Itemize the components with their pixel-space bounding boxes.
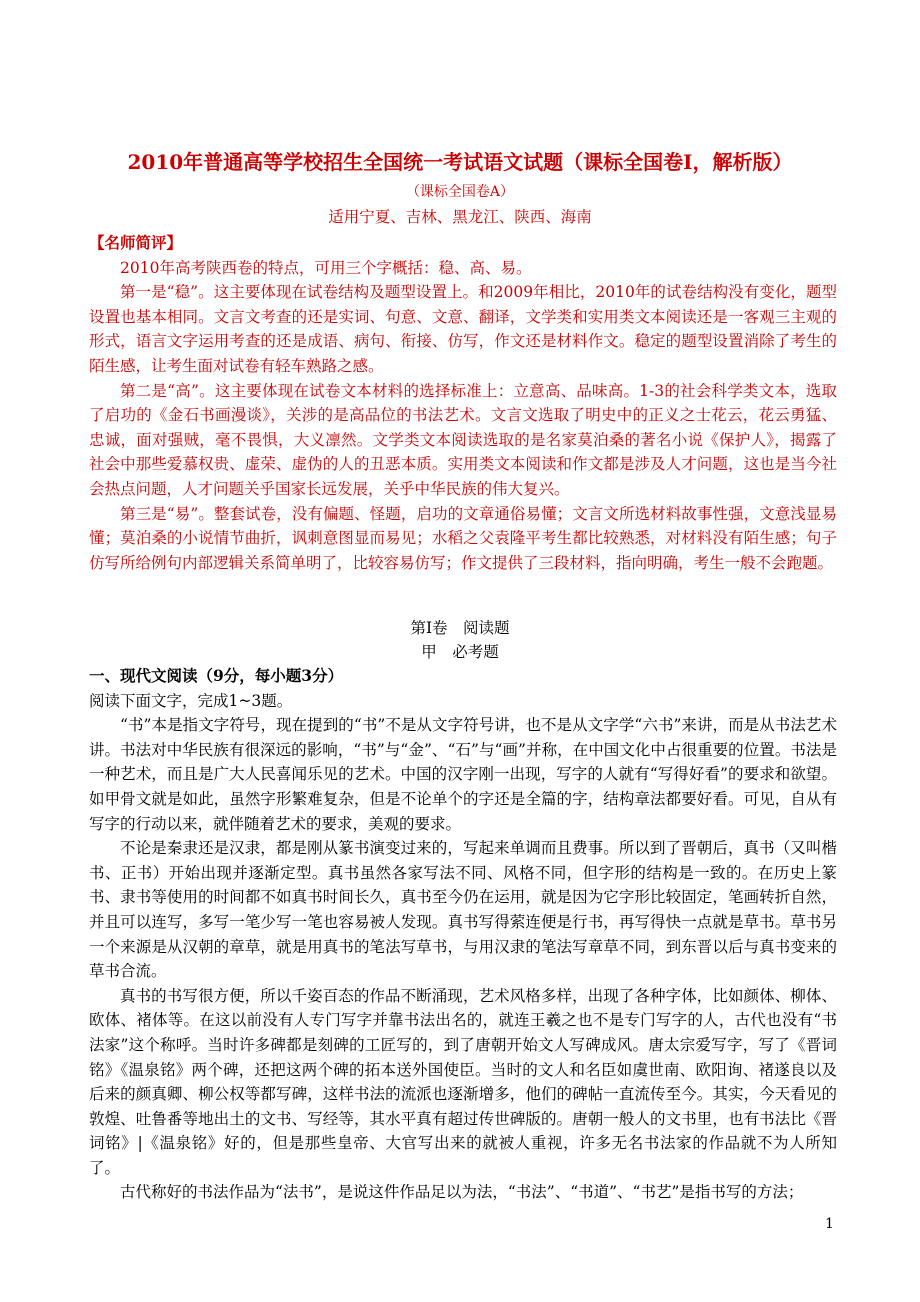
reading-heading: 一、现代文阅读（9分，每小题3分） bbox=[89, 666, 344, 685]
reading-instruction: 阅读下面文字，完成1~3题。 bbox=[89, 691, 293, 710]
commentary-paragraph: 第三是“易”。整套试卷，没有偏题、怪题，启功的文章通俗易懂；文言文所选材料故事性强，文意浅显易懂；莫泊桑的小说情节曲折，讽刺意图显而易见；水稻之父袁隆平考生都比较熟悉，对材料没有陌生感；句子仿写所给例句内部逻辑关系简单明了，比较容易仿写；作文提供了三段材料，指向明确，考生一般不会跑题。 bbox=[89, 504, 837, 572]
commentary-section bbox=[89, 231, 837, 575]
reading-paragraph: “书”本是指文字符号，现在提到的“书”不是从文字符号讲，也不是从文字学“六书”来讲，而是从书法艺术讲。书法对中华民族有很深远的影响，“书”与“金”、“石”与“画”并称，在中国文化中占很重要的位置。书法是一种艺术，而且是广大人民喜闻乐见的艺术。中国的汉字刚一出现，写字的人就有“写得好看”的要求和欲望。如甲骨文就是如此，虽然字形繁难复杂，但是不论单个的字还是全篇的字，结构章法都要好看。可见，自从有写字的行动以来，就伴随着艺术的要求，美观的要求。 bbox=[89, 716, 837, 833]
volume-heading: 第Ⅰ卷 阅读题 bbox=[410, 619, 510, 637]
commentary-paragraph: 第一是“稳”。这主要体现在试卷结构及题型设置上。和2009年相比，2010年的试卷结构没有变化，题型设置也基本相同。文言文考查的还是实词、句意、文意、翻译，文学类和实用类文本阅读还是一客观三主观的形式，语言文字运用考查的还是成语、病句、衔接、仿写，作文还是材料作文。稳定的题型设置消除了考生的陌生感，让考生面对试卷有轻车熟路之感。 bbox=[89, 283, 837, 375]
commentary-paragraph: 第二是“高”。这主要体现在试卷文本材料的选择标准上：立意高、品味高。1-3的社会科学类文本，选取了启功的《金石书画漫谈》，关涉的是高品位的书法艺术。文言文选取了明史中的正义之士花云，花云勇猛、忠诚，面对强贼，毫不畏惧，大义凛然。文学类文本阅读选取的是名家莫泊桑的著名小说《保护人》，揭露了社会中那些爱慕权贵、虚荣、虚伪的人的丑恶本质。实用类文本阅读和作文都是涉及人才问题，这也是当今社会热点问题，人才问题关乎国家长远发展，关乎中华民族的伟大复兴。 bbox=[89, 381, 837, 498]
commentary-paragraph: 2010年高考陕西卷的特点，可用三个字概括：稳、高、易。 bbox=[120, 258, 532, 277]
document-subtitle: （课标全国卷A） bbox=[405, 184, 515, 200]
reading-section bbox=[89, 664, 837, 1205]
page-number: 1 bbox=[825, 1216, 834, 1232]
reading-paragraph: 真书的书写很方便，所以千姿百态的作品不断涌现，艺术风格多样，出现了各种字体，比如颜体、柳体、欧体、褚体等。在这以前没有人专门写字并靠书法出名的，就连王羲之也不是专门写字的人，古代也没有“书法家”这个称呼。当时许多碑都是刻碑的工匠写的，到了唐朝开始文人写碑成风。唐太宗爱写字，写了《晋词铭》《温泉铭》两个碑，还把这两个碑的拓本送外国使臣。当时的文人和名臣如虞世南、欧阳询、褚遂良以及后来的颜真卿、柳公权等都写碑，这样书法的流派也逐渐增多，他们的碑帖一直流传至今。其实，今天看见的敦煌、吐鲁番等地出土的文书、写经等，其水平真有超过传世碑版的。唐朝一般人的文书里，也有书法比《晋词铭》|《温泉铭》好的，但是那些皇帝、大官写出来的就被人重视，许多无名书法家的作品就不为人所知了。 bbox=[89, 986, 837, 1177]
commentary-heading: 【名师简评】 bbox=[89, 233, 183, 252]
document-title: 2010年普通高等学校招生全国统一考试语文试题（课标全国卷Ⅰ，解析版） bbox=[127, 150, 793, 174]
reading-paragraph: 古代称好的书法作品为“法书”，是说这件作品足以为法，“书法”、“书道”、“书艺”是指书写的方法； bbox=[120, 1183, 804, 1202]
reading-paragraph: 不论是秦隶还是汉隶，都是刚从篆书演变过来的，写起来单调而且费事。所以到了晋朝后，真书（又叫楷书、正书）开始出现并逐渐定型。真书虽然各家写法不同、风格不同，但字形的结构是一致的。在历史上篆书、隶书等使用的时间都不如真书时间长久，真书至今仍在运用，就是因为它字形比较固定，笔画转折自然，并且可以连写，多写一笔少写一笔也容易被人发现。真书写得萦连便是行书，再写得快一点就是草书。草书另一个来源是从汉朝的章草，就是用真书的笔法写草书，与用汉隶的笔法写章草不同，到东晋以后与真书变来的草书合流。 bbox=[89, 839, 837, 981]
part-heading: 甲 必考题 bbox=[421, 643, 499, 661]
applicable-regions: 适用宁夏、吉林、黑龙江、陕西、海南 bbox=[328, 208, 592, 226]
